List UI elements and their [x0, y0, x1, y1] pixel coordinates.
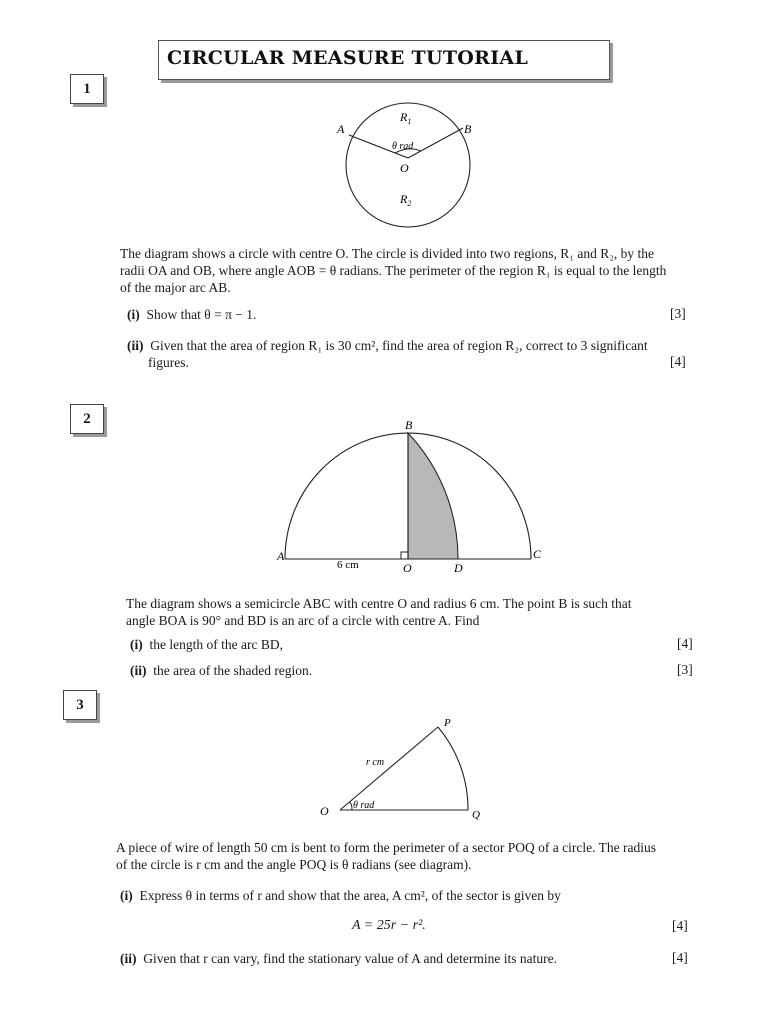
label-r2: $R_2$ [400, 192, 412, 208]
question-number-1: 1 [70, 74, 104, 104]
label-o: O [400, 161, 409, 175]
question-2-stem [126, 595, 701, 629]
question-number-2: 2 [70, 404, 104, 434]
title-box [158, 40, 610, 80]
label-a: A [337, 122, 345, 136]
question-1-stem [120, 245, 700, 296]
page-title: CIRCULAR MEASURE TUTORIAL [167, 47, 529, 69]
arc-pq [438, 727, 468, 810]
marks-1-ii: [4] [670, 354, 686, 369]
question-3-part-ii: (ii) Given that r can vary, find the stationary value of A and determine its nature. [120, 951, 557, 966]
stem-line: of the major arc AB. [120, 280, 231, 295]
marks-3-ii: [4] [672, 950, 688, 965]
diagram-circle-regions [333, 102, 483, 232]
stem-line: radii OA and OB, where angle AOB = θ radians. The perimeter of the region R₁ is equal to the length [120, 263, 667, 278]
label-p: P [444, 717, 451, 729]
formula-area: A = 25r − r². [352, 918, 426, 933]
stem-line: A piece of wire of length 50 cm is bent to form the perimeter of a sector POQ of a circle. The radius [116, 840, 656, 855]
angle-arc [349, 802, 352, 810]
question-1-part-ii: (ii) Given that the area of region R₁ is 30 cm², find the area of region R₂, correct to 3 significant figures. [127, 338, 648, 370]
label-a: A [277, 549, 285, 563]
stem-line: The diagram shows a circle with centre O. The circle is divided into two regions, R₁ and R₂, by the [120, 246, 655, 261]
stem-line: The diagram shows a semicircle ABC with centre O and radius 6 cm. The point B is such that [126, 596, 632, 611]
question-2-part-i: (i) the length of the arc BD, [130, 637, 283, 652]
marks-2-ii: [3] [677, 662, 693, 677]
question-3-stem [116, 839, 706, 873]
stem-line: angle BOA is 90° and BD is an arc of a circle with centre A. Find [126, 613, 480, 628]
right-angle-mark [401, 552, 408, 559]
label-angle: θ rad [392, 141, 414, 152]
stem-line: of the circle is r cm and the angle POQ is θ radians (see diagram). [116, 857, 472, 872]
label-radius: r cm [366, 757, 385, 768]
label-d: D [454, 561, 463, 575]
label-b: B [464, 122, 472, 136]
radius-op [340, 727, 438, 810]
label-c: C [533, 547, 542, 561]
marks-2-i: [4] [677, 636, 693, 651]
shaded-region [408, 433, 458, 559]
label-o: O [320, 804, 329, 818]
question-number-3: 3 [63, 690, 97, 720]
diagram-semicircle [270, 418, 570, 578]
question-3-part-i: (i) Express θ in terms of r and show that the area, A cm², of the sector is given by [120, 888, 561, 903]
radius-ob [408, 128, 463, 158]
label-length: 6 cm [337, 559, 359, 571]
label-o: O [403, 561, 412, 575]
label-b: B [405, 418, 413, 432]
diagram-sector [310, 712, 510, 832]
label-angle: θ rad [353, 800, 375, 811]
marks-1-i: [3] [670, 306, 686, 321]
label-q: Q [472, 809, 480, 821]
question-2-part-ii: (ii) the area of the shaded region. [130, 663, 313, 678]
label-r1: $R_1$ [400, 110, 412, 126]
question-1-part-i: (i) Show that θ = π − 1. [127, 307, 257, 322]
marks-3-i: [4] [672, 918, 688, 933]
